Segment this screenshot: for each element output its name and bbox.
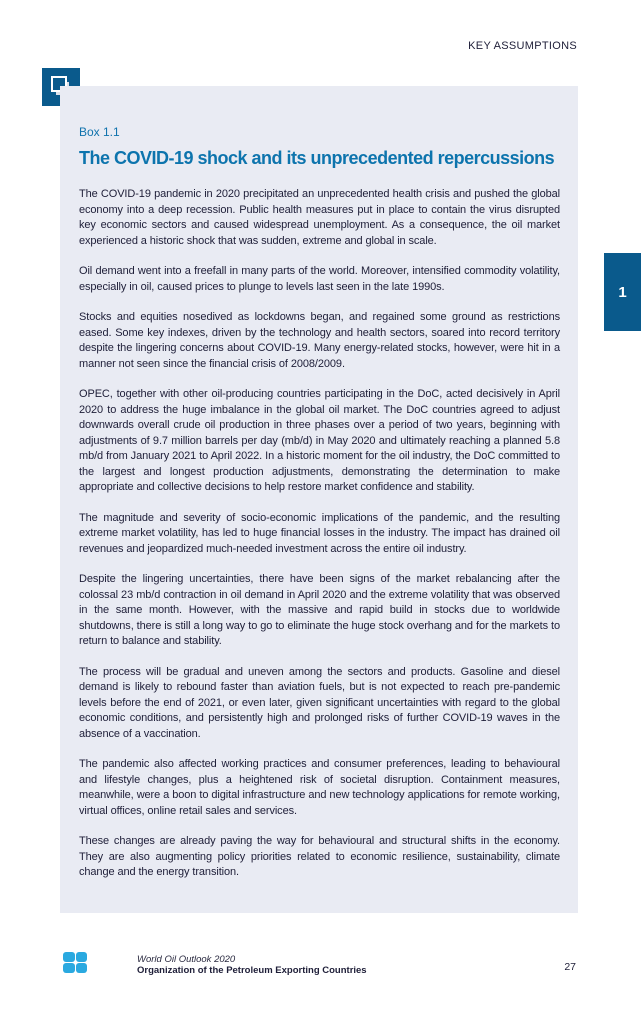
box-label: Box 1.1 <box>79 125 120 139</box>
paragraph: These changes are already paving the way for behavioural and structural shifts in the economy. They are also augmenting policy priorities related to economic resilience, sustainability, climate change and the energy transition. <box>79 835 560 878</box>
paragraph: The magnitude and severity of socio-economic implications of the pandemic, and the resulting extreme market volatility, has led to huge financial losses in the industry. The impact has drained oil revenues and jeopardized much-needed investment across the entire oil industry. <box>79 511 560 555</box>
box-paragraphs <box>79 187 560 881</box>
paragraph: The pandemic also affected working practices and consumer preferences, leading to behavioural and lifestyle changes, plus a heightened risk of societal disruption. Containment measures, meanwhile, were a boon to digital infrastructure and new technology applications for remote working, virtual offices, online retail sales and services. <box>79 758 560 817</box>
running-header: KEY ASSUMPTIONS <box>468 40 577 52</box>
paragraph: The process will be gradual and uneven among the sectors and products. Gasoline and diesel demand is likely to rebound faster than aviation fuels, but is not expected to reach pre-pandemic levels before the end of 2021, or even later, given significant uncertainties with regard to the global economic conditions, and persistently high and prolonged risks of further COVID-19 waves in the absence of a vaccination. <box>79 665 560 740</box>
chapter-tab <box>604 253 641 331</box>
footer-organization-name: Organization of the Petroleum Exporting Countries <box>137 965 367 976</box>
opec-logo-lobe <box>76 963 88 973</box>
chapter-tab-number: 1 <box>618 283 627 301</box>
opec-logo-lobe <box>63 963 75 973</box>
page-number: 27 <box>564 961 576 973</box>
paragraph: OPEC, together with other oil-producing countries participating in the DoC, acted decisively in April 2020 to address the huge imbalance in the global oil market. The DoC countries agreed to adjust downwards overall crude oil production in three phases over a period of two years, beginning with adjustments of 9.7 million barrels per day (mb/d) in May 2020 and ultimately reaching a planned 5.8 mb/d from January 2021 to April 2022. In a historic moment for the oil industry, the DoC committed to the largest and longest production adjustments, demonstrating the determination to make appropriate and collective decisions to help restore market confidence and stability. <box>79 388 560 493</box>
opec-logo-lobe <box>76 952 88 962</box>
box-title: The COVID-19 shock and its unprecedented repercussions <box>79 148 555 168</box>
opec-logo-lobe <box>63 952 75 962</box>
paragraph: Stocks and equities nosedived as lockdowns began, and regained some ground as restrictions eased. Some key indexes, driven by the technology and health sectors, soared into record territory despite the lingering concerns about COVID-19. Many energy-related stocks, however, were hit in a manner not seen since the financial crisis of 2008/2009. <box>79 311 560 370</box>
paragraph: The COVID-19 pandemic in 2020 precipitated an unprecedented health crisis and pushed the global economy into a deep recession. Public health measures put in place to contain the virus disrupted key economic sectors and caused widespread unemployment. As a consequence, the oil market experienced a historic shock that was sudden, extreme and global in scale. <box>79 188 560 247</box>
footer-publication-title: World Oil Outlook 2020 <box>137 954 236 965</box>
paragraph: Despite the lingering uncertainties, there have been signs of the market rebalancing after the colossal 23 mb/d contraction in oil demand in April 2020 and the extreme volatility that was observed in the same month. However, with the massive and rapid build in stocks due to worldwide shutdowns, there is still a long way to go to eliminate the huge stock overhang and for the markets to return to balance and stability. <box>79 573 560 647</box>
box-1-1 <box>60 86 578 913</box>
opec-logo-icon <box>63 952 87 973</box>
paragraph: Oil demand went into a freefall in many parts of the world. Moreover, intensified commodity volatility, especially in oil, caused prices to plunge to levels last seen in the late 1990s. <box>79 265 560 293</box>
